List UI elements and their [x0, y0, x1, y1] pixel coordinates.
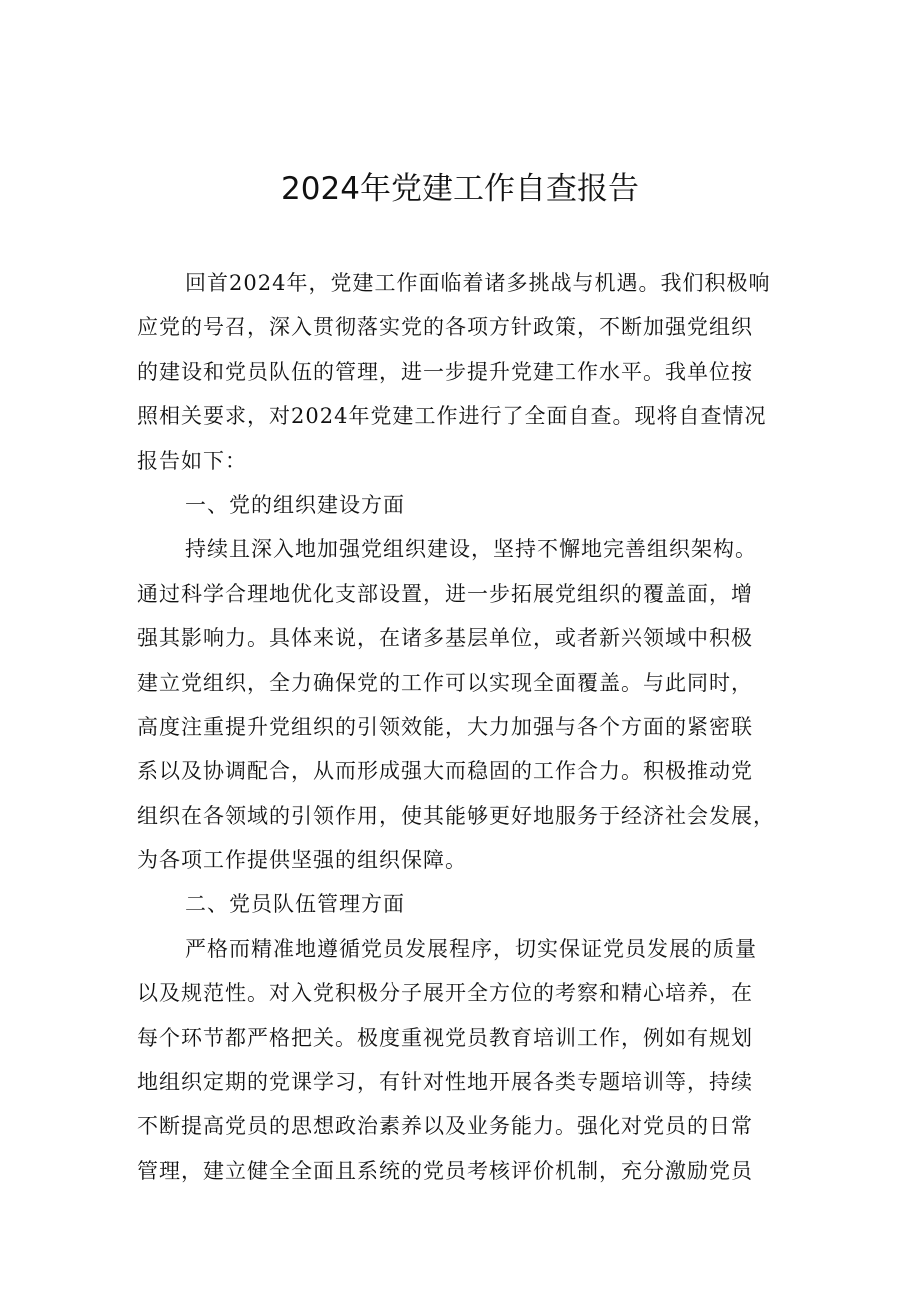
paragraph-line: 强其影响力。具体来说，在诸多基层单位，或者新兴领域中积极 — [137, 626, 753, 651]
paragraph-line: 为各项工作提供坚强的组织保障。 — [137, 848, 467, 873]
paragraph-line: 组织在各领域的引领作用，使其能够更好地服务于经济社会发展， — [137, 803, 775, 828]
section-heading: 二、党员队伍管理方面 — [185, 892, 405, 917]
document-title: 2024年党建工作自查报告 — [281, 171, 639, 207]
paragraph-line: 回首2024年，党建工作面临着诸多挑战与机遇。我们积极响 — [185, 271, 771, 295]
paragraph-line: 的建设和党员队伍的管理，进一步提升党建工作水平。我单位按 — [137, 359, 753, 384]
paragraph-line: 报告如下： — [137, 448, 247, 473]
paragraph-line: 每个环节都严格把关。极度重视党员教育培训工作，例如有规划 — [137, 1025, 753, 1050]
paragraph-line: 系以及协调配合，从而形成强大而稳固的工作合力。积极推动党 — [137, 759, 753, 784]
paragraph-line: 严格而精准地遵循党员发展程序，切实保证党员发展的质量 — [185, 936, 757, 961]
paragraph-line: 持续且深入地加强党组织建设，坚持不懈地完善组织架构。 — [185, 537, 757, 562]
section-heading: 一、党的组织建设方面 — [185, 492, 405, 517]
paragraph-line: 以及规范性。对入党积极分子展开全方位的考察和精心培养，在 — [137, 981, 753, 1006]
paragraph-line: 不断提高党员的思想政治素养以及业务能力。强化对党员的日常 — [137, 1114, 753, 1139]
paragraph-line: 应党的号召，深入贯彻落实党的各项方针政策，不断加强党组织 — [137, 315, 753, 340]
paragraph-line: 通过科学合理地优化支部设置，进一步拓展党组织的覆盖面，增 — [137, 581, 753, 606]
paragraph-line: 高度注重提升党组织的引领效能，大力加强与各个方面的紧密联 — [137, 714, 753, 739]
paragraph-line: 建立党组织，全力确保党的工作可以实现全面覆盖。与此同时， — [137, 670, 753, 695]
paragraph-line: 地组织定期的党课学习，有针对性地开展各类专题培训等，持续 — [137, 1070, 753, 1095]
paragraph-line: 管理，建立健全全面且系统的党员考核评价机制，充分激励党员 — [137, 1158, 753, 1183]
document-body — [137, 261, 791, 1193]
paragraph-line: 照相关要求，对2024年党建工作进行了全面自查。现将自查情况 — [137, 404, 767, 429]
